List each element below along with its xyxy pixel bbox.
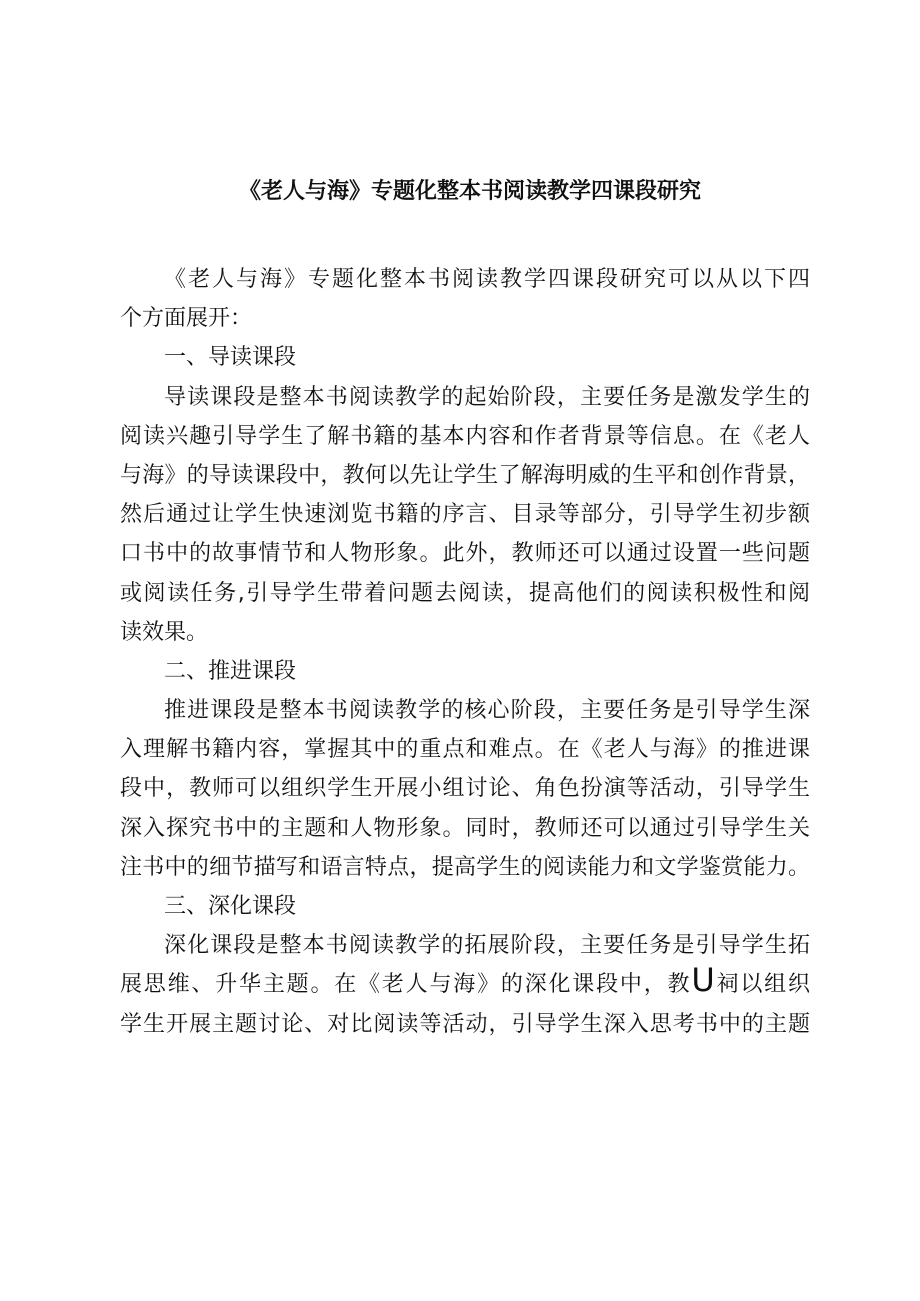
- line-segment-before: 展思维、升华主题。在《老人与海》的深化课段中，教: [120, 972, 692, 998]
- document-title: 《老人与海》专题化整本书阅读教学四课段研究: [238, 179, 701, 204]
- paragraph-line: 导读课段是整本书阅读教学的起始阶段，主要任务是激发学生的: [164, 384, 810, 410]
- paragraph-line: 《老人与海》专题化整本书阅读教学四课段研究可以从以下四: [164, 267, 810, 292]
- paragraph-line: 入理解书籍内容，掌握其中的重点和难点。在《老人与海》的推进课: [120, 737, 810, 763]
- section-heading: 一、导读课段: [164, 345, 297, 371]
- paragraph-line: 阅读兴趣引导学生了解书籍的基本内容和作者背景等信息。在《老人: [120, 423, 810, 449]
- section-heading: 三、深化课段: [164, 894, 297, 919]
- paragraph-line: 注书中的细节描写和语言特点，提高学生的阅读能力和文学鉴赏能力。: [120, 854, 810, 880]
- paragraph-line: 深入探究书中的主题和人物形象。同时，教师还可以通过引导学生关: [120, 815, 810, 841]
- line-segment-after: 祠以组织: [714, 972, 810, 998]
- paragraph-line: 与海》的导读课段中，教何以先让学生了解海明威的生平和创作背景，: [120, 462, 810, 488]
- paragraph-line: 个方面展开：: [120, 306, 253, 332]
- document-body: [120, 260, 810, 1044]
- paragraph-line: 读效果。: [120, 619, 209, 645]
- paragraph-line: 段中，教师可以组织学生开展小组讨论、角色扮演等活动，引导学生: [120, 776, 810, 802]
- paragraph-line: 或阅读任务,引导学生带着问题去阅读，提高他们的阅读积极性和阅: [120, 580, 810, 606]
- paragraph-line: 学生开展主题讨论、对比阅读等活动，引导学生深入思考书中的主题: [120, 1011, 810, 1037]
- paragraph-line: 深化课段是整本书阅读教学的拓展阶段，主要任务是引导学生拓: [164, 933, 810, 959]
- paragraph-line: 推进课段是整本书阅读教学的核心阶段，主要任务是引导学生深: [164, 698, 810, 724]
- ocr-artifact-glyph: U: [691, 965, 715, 1000]
- paragraph-line: 然后通过让学生快速浏览书籍的序言、目录等部分，引导学生初步额: [120, 502, 810, 528]
- paragraph-line-with-glyph: [120, 965, 810, 1004]
- section-heading: 二、推进课段: [164, 658, 297, 684]
- paragraph-line: 口书中的故事情节和人物形象。此外，教师还可以通过设置一些问题: [120, 541, 810, 567]
